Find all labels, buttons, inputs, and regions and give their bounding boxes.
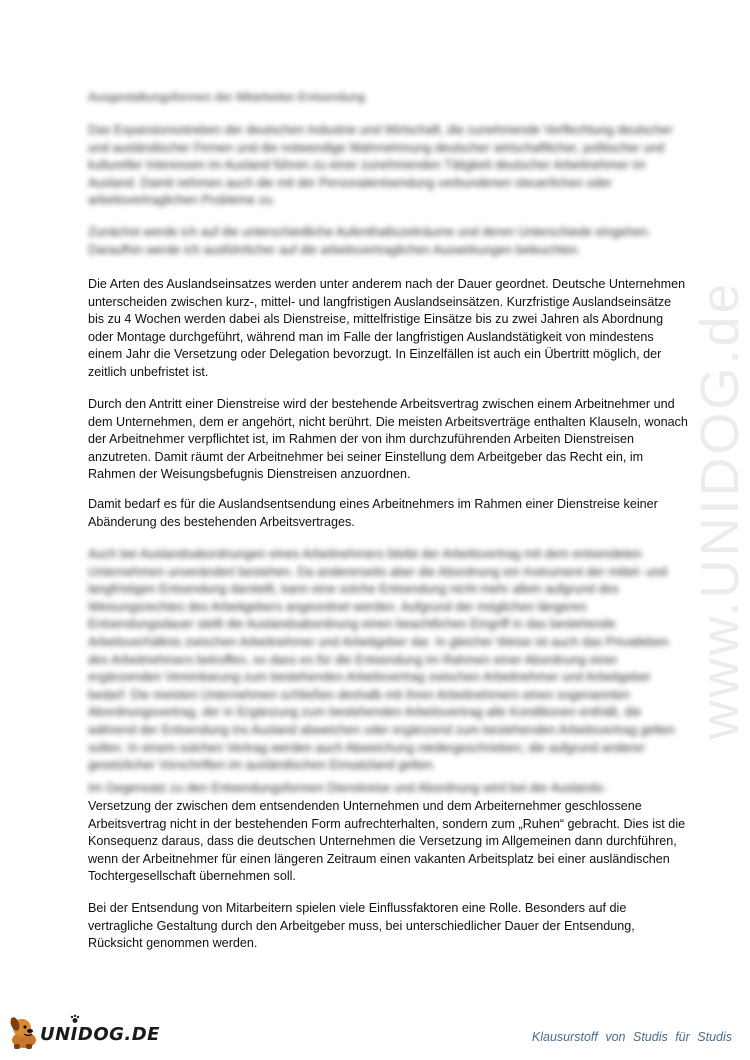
- watermark: [690, 250, 750, 770]
- blurred-line-before-relocation: Im Gegensatz zu den Entsendungsformen Dienstreise und Abordnung wird bei der Auslands-: [88, 781, 607, 795]
- footer-tagline: Klausurstoff von Studis für Studis: [531, 1030, 732, 1044]
- paragraph-relocation: Versetzung der zwischen dem entsendenden Unternehmen und dem Arbeiternehmer geschlossene Arbeitsvertrag nicht in der bestehenden Form aufrechterhalten, sondern zum „Ruhen“ gebracht. Dies ist die Konsequenz daraus, dass die deutschen Unternehmen die Versetzung im Allgemeinen dann durchführen, wenn der Arbeitnehmer für einen längeren Zeitraum einen vakanten Arbeitsplatz bei einer ausländischen Tochtergesellschaft übernehmen soll.: [88, 799, 686, 884]
- document-heading: Ausgestaltungsformen der Mitarbeiter-Entsendung: [88, 90, 365, 104]
- paragraph-business-trip: Durch den Antritt einer Dienstreise wird der bestehende Arbeitsvertrag zwischen einem Arbeitnehmer und dem Unternehmen, dem er angehört, nicht berührt. Die meisten Arbeitsverträge enthalten Klauseln, wonach der Arbeitnehmer verpflichtet ist, im Rahmen der von ihm durchzuführenden Arbeiten Dienstreisen anzutreten. Damit räumt der Arbeitnehmer bei seiner Einstellung dem Arbeitgeber das Recht ein, im Rahmen der Weisungsbefugnis Dienstreisen anzuordnen.: [88, 397, 688, 482]
- unidog-logo: [6, 1012, 160, 1052]
- paragraph-business-trip-conclusion: Damit bedarf es für die Auslandsentsendung eines Arbeitnehmers im Rahmen einer Dienstreise keiner Abänderung des bestehenden Arbeitsvertrages.: [88, 497, 658, 529]
- paragraph-types-of-assignment: Die Arten des Auslandseinsatzes werden unter anderem nach der Dauer geordnet. Deutsche Unternehmen unterscheiden zwischen kurz-, mittel- und langfristigen Auslandseinsätzen. Kurzfristige Auslandseinsätze bis zu 4 Wochen werden dabei als Dienstreise, mittelfristige Einsätze bis zu zwei Jahren als Abordnung oder Montage durchgeführt, während man im Falle der langfristigen Auslandstätigkeit von mindestens einem Jahr die Versetzung oder Delegation bevorzugt. In Einzelfällen ist auch ein Übertritt möglich, der zeitlich unbefristet ist.: [88, 277, 686, 379]
- watermark-text: www.UNIDOG.de: [690, 280, 750, 740]
- blurred-middle-paragraph: Auch bei Auslandsabordnungen eines Arbeitnehmers bleibt der Arbeitsvertrag mit dem entsendeten Unternehmen unverändert bestehen. Da andererseits aber die Abordnung ein Instrument der mittel- und langfristigen Entsendung darstellt, kann eine solche Entsendung nicht mehr allein aufgrund des Weisungsrechtes des Arbeitgebers angeordnet werden. Aufgrund der möglichen längeren Entsendungsdauer stellt die Auslandsabordnung einen beachtlichen Eingriff in das bestehende Arbeitsverhältnis zwischen Arbeitnehmer und Arbeitgeber dar. In gleicher Weise ist auch das Privatleben des Arbeitnehmers betroffen, so dass es für die Entsendung im Rahmen einer Abordnung einer ergänzenden Vereinbarung zum bestehenden Arbeitsvertrag zwischen Arbeitnehmer und Arbeitgeber bedarf. Die meisten Unternehmen schließen deshalb mit ihren Arbeitnehmern einen sogenannten Abordnungsvertrag, der in Ergänzung zum bestehenden Arbeitsvertrag alle Konditionen enthält, die während der Entsendung ins Ausland abweichen oder ergänzend zum bestehenden Arbeitsvertrag gelten sollen. In einem solchen Vertrag werden auch Abweichung niedergeschrieben, die aufgrund anderer gesetzlicher Vorschriften im ausländischen Einsatzland gelten.: [88, 547, 675, 773]
- logo-text: UNIDOG.DE: [40, 1024, 160, 1045]
- paragraph-conclusion: Bei der Entsendung von Mitarbeitern spielen viele Einflussfaktoren eine Rolle. Besonders auf die vertragliche Gestaltung durch den Arbeitgeber muss, bei unterschiedlicher Dauer der Entsendung, Rücksicht genommen werden.: [88, 901, 635, 951]
- paw-icon: [70, 1014, 80, 1024]
- blurred-intro-paragraph-2: Zunächst werde ich auf die unterschiedliche Aufenthaltszeiträume und deren Unterschiede eingehen. Daraufhin werde ich ausführlicher auf die arbeitsvertraglichen Auswirkungen beleuchten.: [88, 225, 651, 257]
- blurred-intro-paragraph-1: Das Expansionsstreben der deutschen Industrie und Wirtschaft, die zunehmende Verflechtung deutscher und ausländischer Firmen und die notwendige Wahrnehmung deutscher wirtschaftlicher, politischer und kultureller Interessen im Ausland führen zu einer zunehmenden Tätigkeit deutscher Arbeitnehmer im Ausland. Damit nehmen auch die mit der Personalentsendung verbundenen steuerlichen oder arbeitsvertraglichen Probleme zu.: [88, 123, 673, 208]
